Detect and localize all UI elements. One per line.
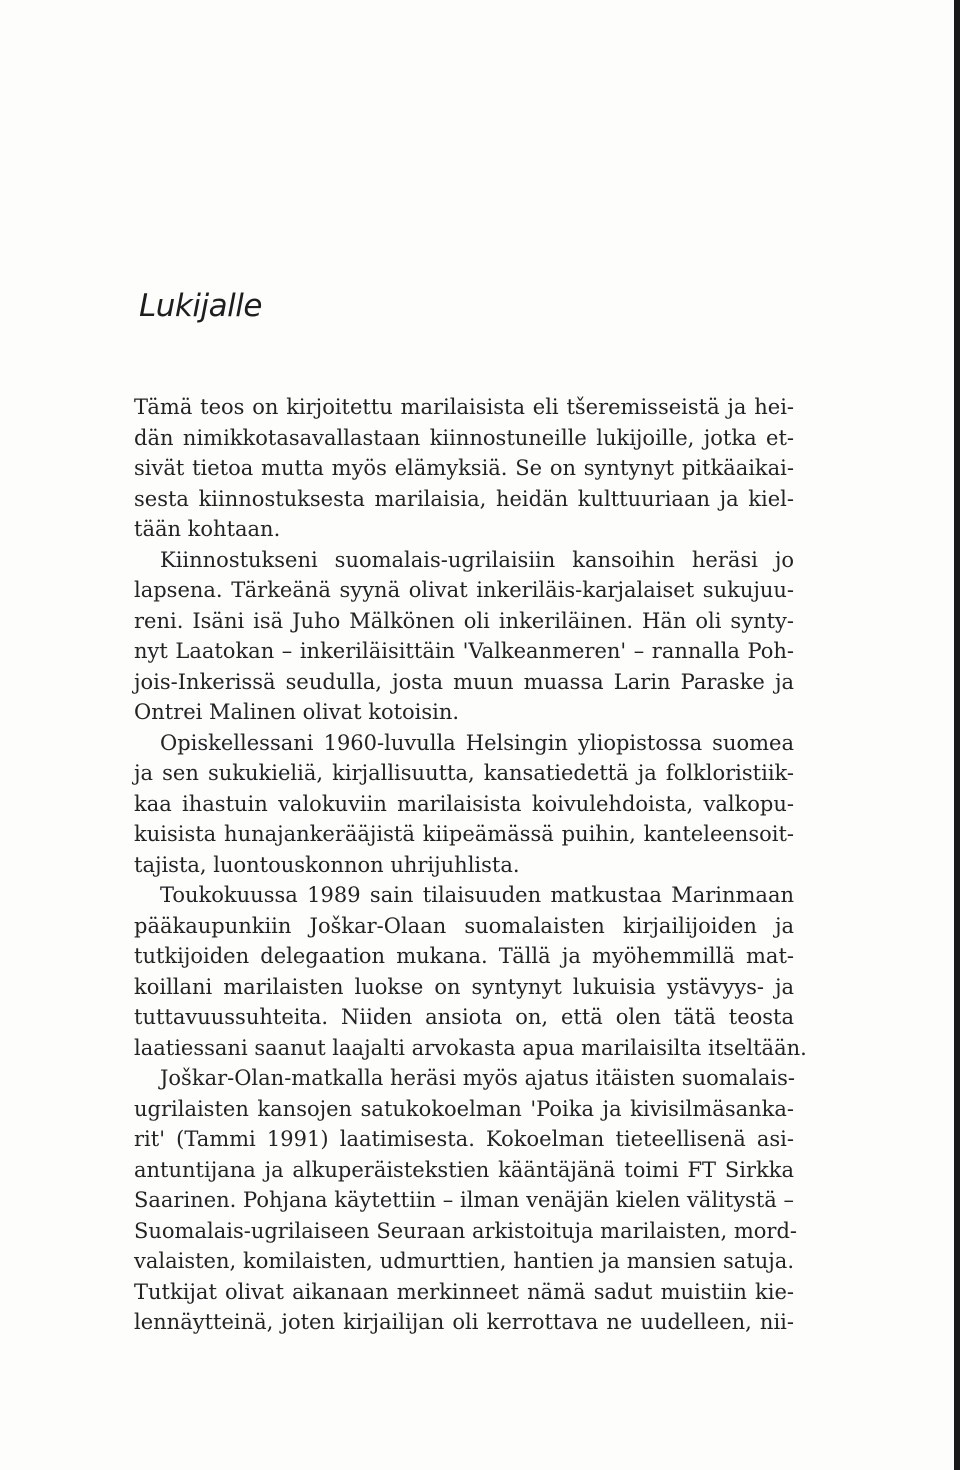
text-line: Tutkijat olivat aikanaan merkinneet nämä sadut muistiin kie- [134,1279,794,1304]
text-line: sesta kiinnostuksesta marilaisia, heidän kulttuuriaan ja kiel- [134,486,794,511]
text-line: reni. Isäni isä Juho Mälkönen oli inkeriläinen. Hän oli synty- [134,608,794,633]
text-line: Saarinen. Pohjana käytettiin – ilman venäjän kielen välitystä – [134,1188,794,1212]
text-line: Toukokuussa 1989 sain tilaisuuden matkustaa Marinmaan [160,883,794,907]
text-line: kuisista hunajankerääjistä kiipeämässä puihin, kanteleensoit- [134,822,794,846]
text-line: nyt Laatokan – inkeriläisittäin 'Valkeanmeren' – rannalla Poh- [134,639,794,663]
text-line: ja sen sukukieliä, kirjallisuutta, kansatiedettä ja folkloristiik- [134,761,794,785]
text-line: valaisten, komilaisten, udmurttien, hantien ja mansien satuja. [134,1249,794,1273]
text-line: Tämä teos on kirjoitettu marilaisista eli tšeremisseistä ja hei- [134,395,794,419]
text-line: Ontrei Malinen olivat kotoisin. [134,700,460,724]
body-text [134,392,807,1338]
text-line: tajista, luontouskonnon uhrijuhlista. [134,852,520,877]
text-line: pääkaupunkiin Joškar-Olaan suomalaisten kirjailijoiden ja [134,913,794,938]
chapter-title: Lukijalle [139,288,262,324]
text-line: Suomalais-ugrilaiseen Seuraan arkistoituja marilaisten, mord- [134,1218,797,1243]
text-line: lapsena. Tärkeänä syynä olivat inkeriläis-karjalaiset sukujuu- [134,578,794,602]
text-line: Joškar-Olan-matkalla heräsi myös ajatus itäisten suomalais- [160,1066,795,1090]
text-line: Opiskellessani 1960-luvulla Helsingin yliopistossa suomea [160,730,794,755]
text-line: Kiinnostukseni suomalais-ugrilaisiin kansoihin heräsi jo [160,547,794,572]
text-line: dän nimikkotasavallastaan kiinnostuneille lukijoille, jotka et- [134,425,794,450]
text-line: rit' (Tammi 1991) laatimisesta. Kokoelman tieteellisenä asi- [134,1127,794,1151]
text-line: tutkijoiden delegaation mukana. Tällä ja myöhemmillä mat- [134,944,794,968]
text-line: antuntijana ja alkuperäistekstien kääntäjänä toimi FT Sirkka [134,1157,794,1182]
text-line: sivät tietoa mutta myös elämyksiä. Se on syntynyt pitkäaikai- [134,456,794,480]
text-line: kaa ihastuin valokuviin marilaisista koivulehdoista, valkopu- [134,791,794,816]
scan-edge [954,0,960,1470]
text-line: tuttavuussuhteita. Niiden ansiota on, että olen tätä teosta [134,1005,794,1029]
text-line: ugrilaisten kansojen satukokoelman 'Poika ja kivisilmäsanka- [134,1096,794,1121]
text-line: koillani marilaisten luokse on syntynyt lukuisia ystävyys- ja [134,974,794,999]
text-line: laatiessani saanut laajalti arvokasta apua marilaisilta itseltään. [134,1035,807,1060]
text-line: tään kohtaan. [134,517,281,541]
text-line: lennäytteinä, joten kirjailijan oli kerrottava ne uudelleen, nii- [134,1310,794,1334]
text-line: jois-Inkerissä seudulla, josta muun muassa Larin Paraske ja [134,669,794,694]
